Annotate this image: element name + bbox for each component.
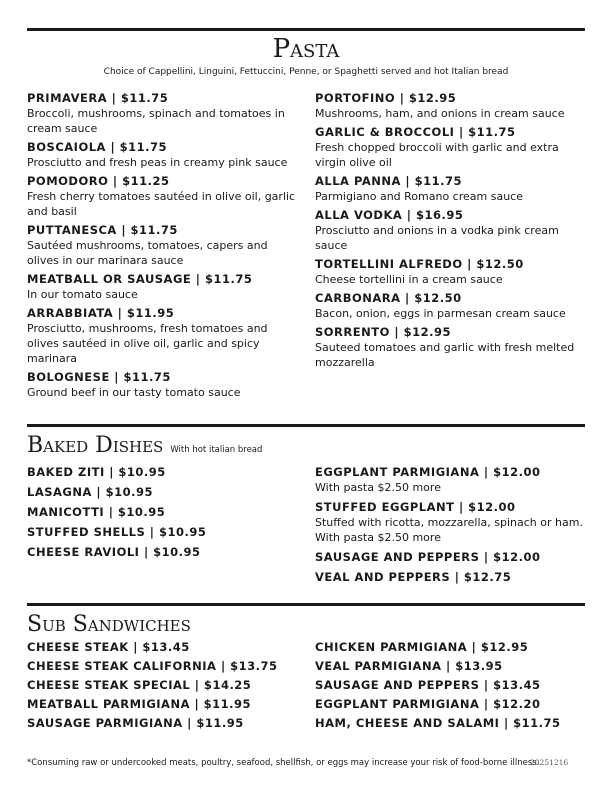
menu-item-description: Sauteed tomatoes and garlic with fresh melted mozzarella — [315, 341, 575, 369]
menu-item-name: POMODORO | $11.25 — [27, 174, 170, 188]
menu-item-description: Mushrooms, ham, and onions in cream sauce — [315, 107, 565, 120]
menu-item — [27, 465, 297, 480]
baked-title-text: Baked Dishes — [27, 433, 164, 458]
menu-item — [315, 291, 585, 321]
menu-item-name: VEAL AND PEPPERS | $12.75 — [315, 570, 512, 584]
menu-item-name: CHICKEN PARMIGIANA | $12.95 — [315, 640, 529, 654]
menu-item-name: PORTOFINO | $12.95 — [315, 91, 457, 105]
menu-item-name: CARBONARA | $12.50 — [315, 291, 462, 305]
menu-item-name: PRIMAVERA | $11.75 — [27, 91, 169, 105]
menu-item — [27, 697, 307, 712]
menu-item — [315, 257, 585, 287]
menu-item-name: TORTELLINI ALFREDO | $12.50 — [315, 257, 524, 271]
print-code: 20251216 — [530, 758, 569, 767]
pasta-subtitle: Choice of Cappellini, Linguini, Fettuccini, Penne, or Spaghetti served and hot Italian bread — [103, 67, 509, 77]
menu-item — [27, 223, 297, 268]
menu-item-name: STUFFED SHELLS | $10.95 — [27, 525, 207, 539]
menu-item — [315, 678, 585, 693]
footer-disclaimer: *Consuming raw or undercooked meats, poultry, seafood, shellfish, or eggs may increase your risk of food-borne illness. — [27, 758, 540, 768]
menu-item — [27, 640, 307, 655]
subs-title: Sub Sandwiches — [27, 612, 191, 637]
menu-item-name: STUFFED EGGPLANT | $12.00 — [315, 500, 516, 514]
menu-item-description: With pasta $2.50 more — [315, 481, 441, 494]
menu-item-description: Cheese tortellini in a cream sauce — [315, 273, 503, 286]
menu-item — [27, 525, 297, 540]
menu-item-name: BOLOGNESE | $11.75 — [27, 370, 171, 384]
pasta-left-column — [27, 91, 297, 404]
menu-item-description: Broccoli, mushrooms, spinach and tomatoes in cream sauce — [27, 107, 285, 135]
pasta-right-column — [315, 91, 585, 374]
menu-item-name: MEATBALL OR SAUSAGE | $11.75 — [27, 272, 253, 286]
menu-item — [27, 174, 297, 219]
menu-item-description: Parmigiano and Romano cream sauce — [315, 190, 523, 203]
menu-item — [27, 140, 297, 170]
menu-item-name: BAKED ZITI | $10.95 — [27, 465, 166, 479]
menu-item-description: Bacon, onion, eggs in parmesan cream sauce — [315, 307, 566, 320]
menu-item-name: CHEESE STEAK CALIFORNIA | $13.75 — [27, 659, 278, 673]
menu-item-name: EGGPLANT PARMIGIANA | $12.00 — [315, 465, 541, 479]
menu-item-name: MEATBALL PARMIGIANA | $11.95 — [27, 697, 252, 711]
subs-divider — [27, 603, 585, 606]
menu-item — [315, 91, 585, 121]
menu-item — [315, 208, 585, 253]
menu-item-name: CHEESE STEAK | $13.45 — [27, 640, 190, 654]
subs-left-column — [27, 640, 307, 735]
subs-right-column — [315, 640, 585, 735]
menu-item-name: SORRENTO | $12.95 — [315, 325, 451, 339]
menu-item-name: GARLIC & BROCCOLI | $11.75 — [315, 125, 516, 139]
menu-item-name: SAUSAGE AND PEPPERS | $12.00 — [315, 550, 541, 564]
menu-item — [27, 505, 297, 520]
menu-item — [27, 485, 297, 500]
baked-right-column — [315, 465, 585, 590]
menu-item-name: EGGPLANT PARMIGIANA | $12.20 — [315, 697, 541, 711]
top-divider — [27, 28, 585, 31]
baked-note: With hot italian bread — [170, 445, 263, 455]
menu-item-description: Stuffed with ricotta, mozzarella, spinach or ham. With pasta $2.50 more — [315, 516, 583, 544]
menu-item-name: LASAGNA | $10.95 — [27, 485, 153, 499]
baked-divider — [27, 424, 585, 427]
menu-item — [27, 306, 297, 366]
menu-item-description: Prosciutto, mushrooms, fresh tomatoes and olives sautéed in olive oil, garlic and spicy marinara — [27, 322, 268, 365]
menu-item — [27, 545, 297, 560]
menu-item-description: Prosciutto and fresh peas in creamy pink sauce — [27, 156, 288, 169]
menu-item — [27, 91, 297, 136]
menu-item — [27, 716, 307, 731]
menu-item-name: ARRABBIATA | $11.95 — [27, 306, 175, 320]
menu-item — [315, 465, 585, 495]
menu-item-name: BOSCAIOLA | $11.75 — [27, 140, 168, 154]
menu-item — [27, 659, 307, 674]
menu-item — [315, 125, 585, 170]
menu-item — [315, 570, 585, 585]
menu-item — [315, 640, 585, 655]
menu-item-description: In our tomato sauce — [27, 288, 138, 301]
menu-item-name: ALLA PANNA | $11.75 — [315, 174, 462, 188]
menu-item-name: PUTTANESCA | $11.75 — [27, 223, 178, 237]
menu-item-name: ALLA VODKA | $16.95 — [315, 208, 464, 222]
pasta-title: Pasta — [272, 34, 340, 64]
menu-item — [315, 716, 585, 731]
menu-item-description: Prosciutto and onions in a vodka pink cream sauce — [315, 224, 559, 252]
menu-item — [315, 659, 585, 674]
menu-item — [27, 678, 307, 693]
menu-item-name: SAUSAGE AND PEPPERS | $13.45 — [315, 678, 541, 692]
menu-item — [315, 500, 585, 545]
menu-item-description: Fresh chopped broccoli with garlic and extra virgin olive oil — [315, 141, 559, 169]
menu-item — [27, 272, 297, 302]
baked-left-column — [27, 465, 297, 565]
menu-item — [27, 370, 297, 400]
menu-item-name: CHEESE RAVIOLI | $10.95 — [27, 545, 201, 559]
menu-item-name: VEAL PARMIGIANA | $13.95 — [315, 659, 503, 673]
menu-item-name: CHEESE STEAK SPECIAL | $14.25 — [27, 678, 252, 692]
baked-title — [27, 433, 262, 458]
menu-item — [315, 697, 585, 712]
menu-item-description: Fresh cherry tomatoes sautéed in olive oil, garlic and basil — [27, 190, 296, 218]
menu-item-name: HAM, CHEESE AND SALAMI | $11.75 — [315, 716, 561, 730]
menu-item — [315, 550, 585, 565]
menu-item-name: MANICOTTI | $10.95 — [27, 505, 166, 519]
menu-item — [315, 174, 585, 204]
menu-item-description: Ground beef in our tasty tomato sauce — [27, 386, 241, 399]
menu-item-description: Sautéed mushrooms, tomatoes, capers and olives in our marinara sauce — [27, 239, 268, 267]
menu-item — [315, 325, 585, 370]
menu-item-name: SAUSAGE PARMIGIANA | $11.95 — [27, 716, 244, 730]
